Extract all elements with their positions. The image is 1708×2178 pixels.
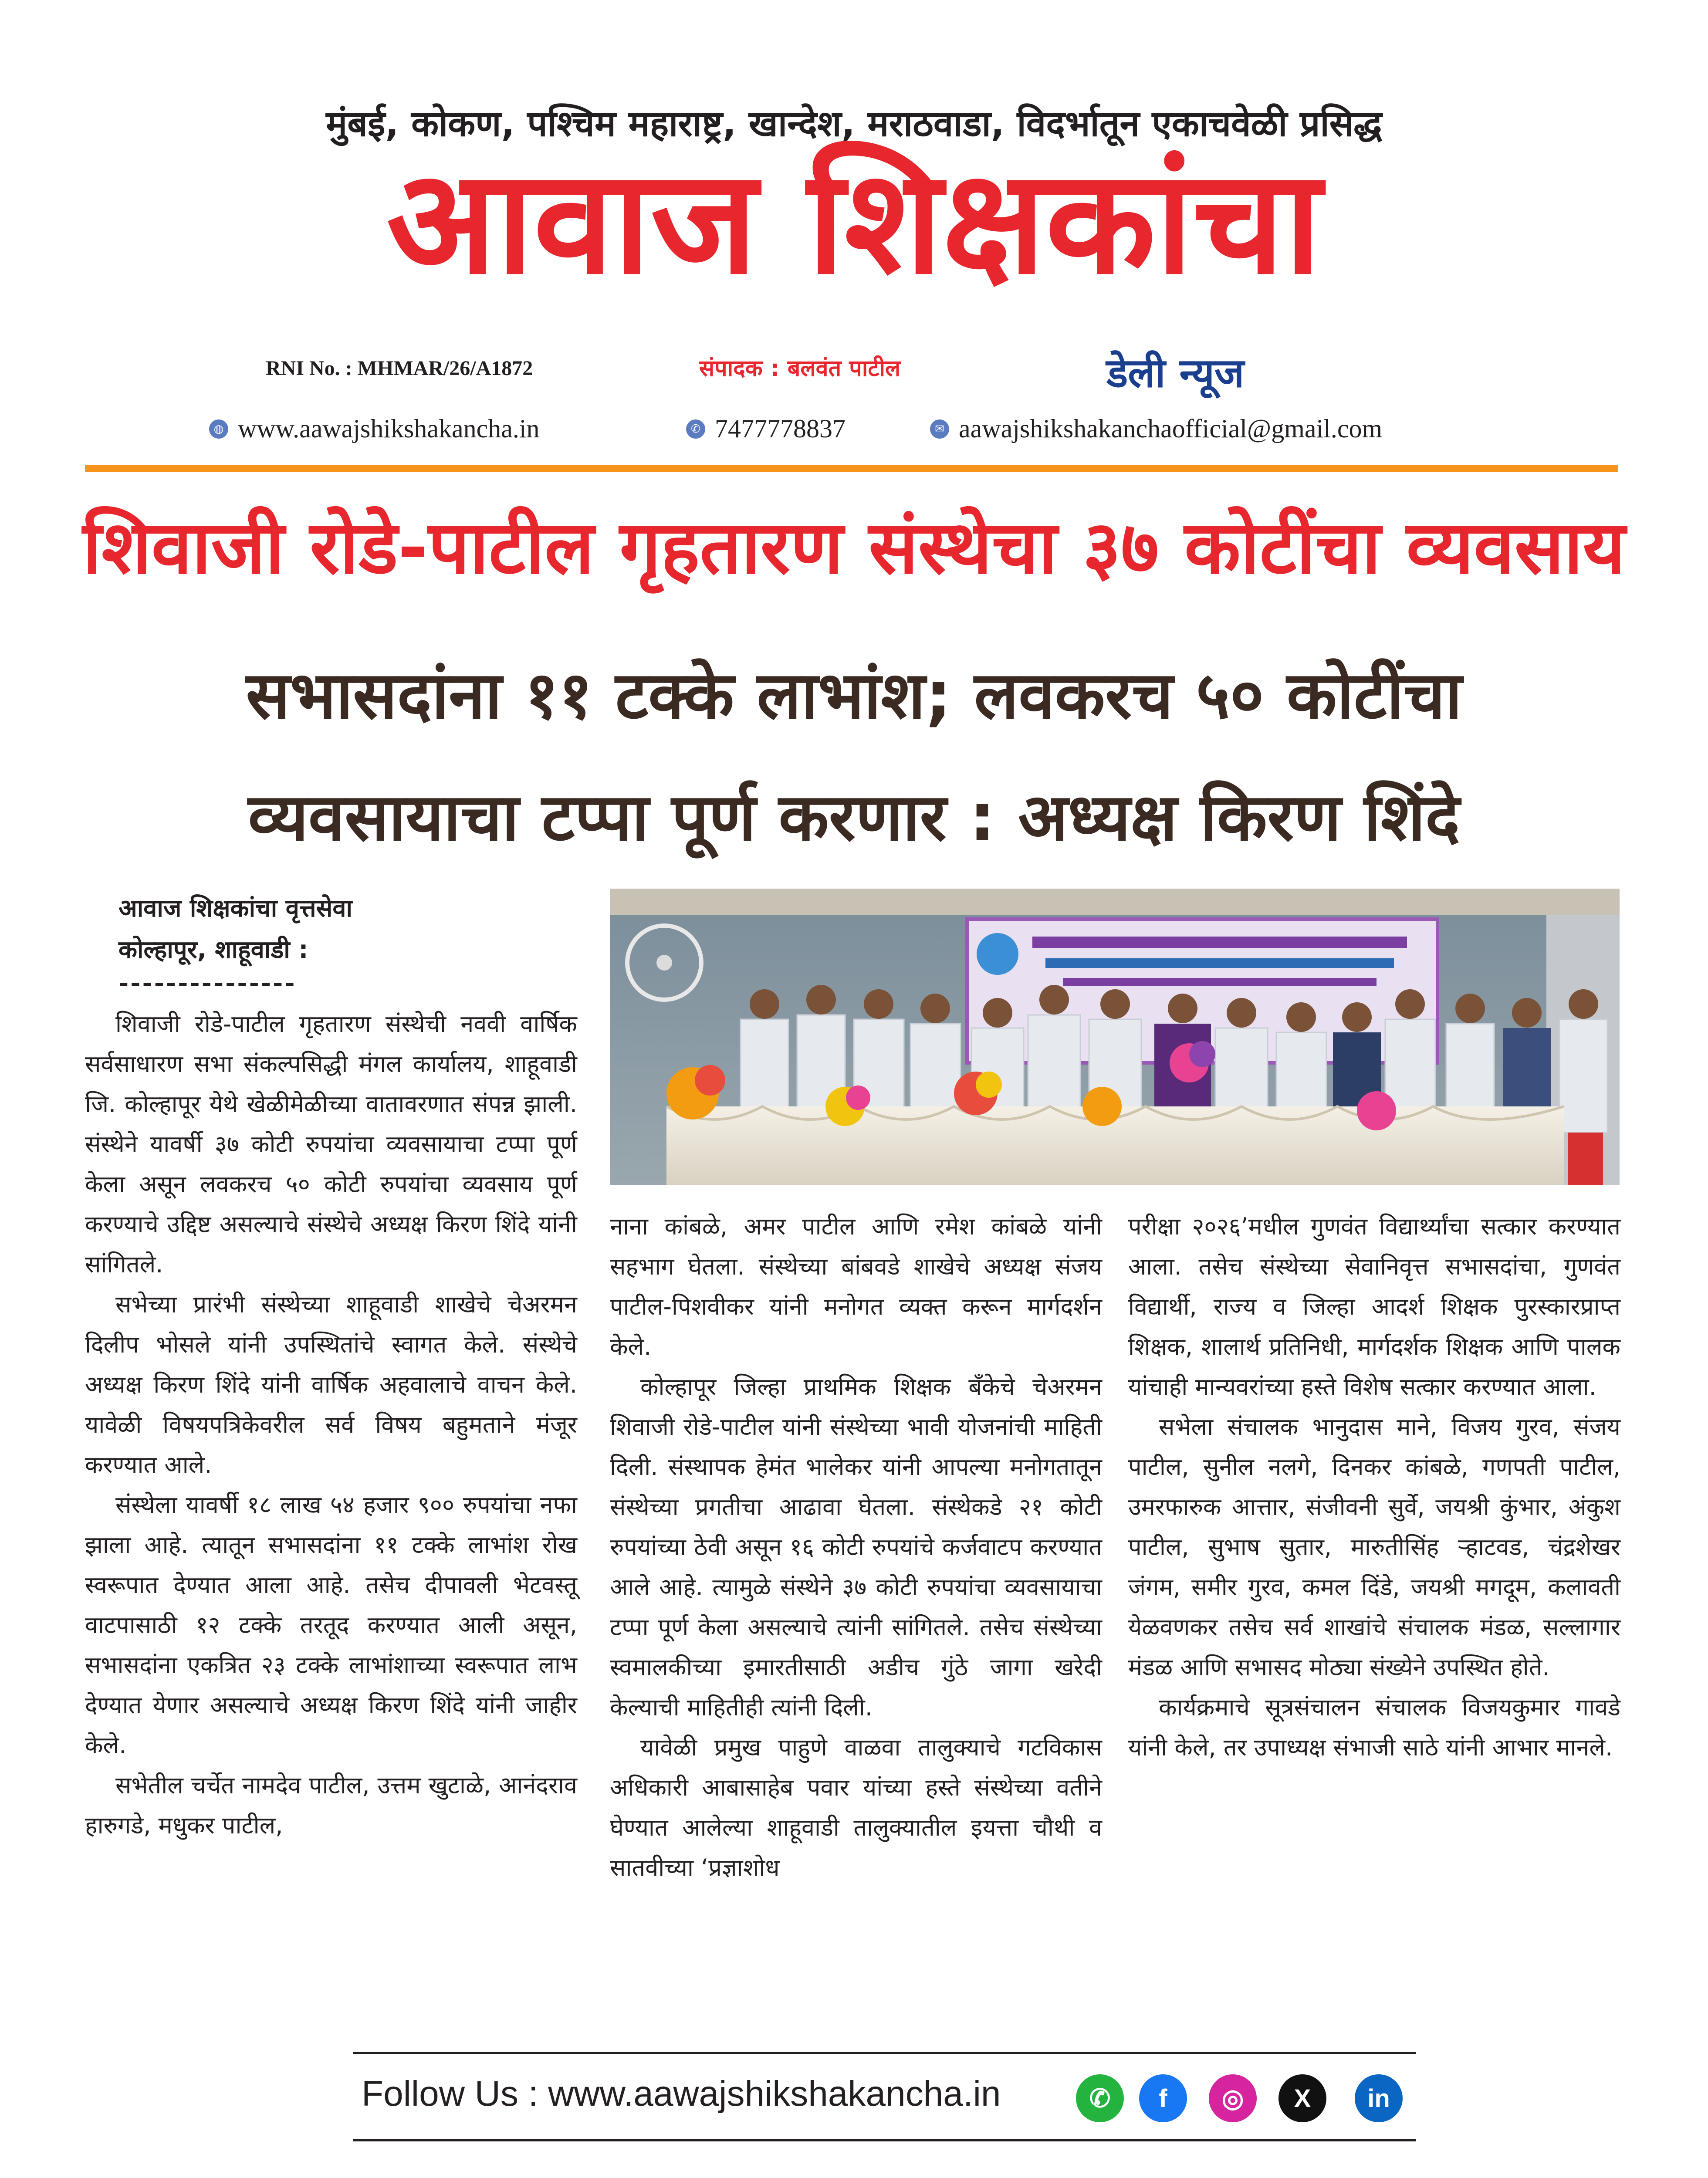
paragraph: कोल्हापूर जिल्हा प्राथमिक शिक्षक बँकेचे चेअरमन शिवाजी रोडे-पाटील यांनी संस्थेच्या भावी योजनांची माहिती दिली. संस्थापक हेमंत भालेकर यांनी आपल्या मनोगतातून संस्थेच्या प्रगतीचा आढावा घेतला. संस्थेकडे २१ कोटी रुपयांच्या ठेवी असून १६ कोटी रुपयांचे कर्जवाटप करण्यात आले आहे. त्यामुळे संस्थेने ३७ कोटी रुपयांचा व्यवसायाचा टप्पा पूर्ण केला असल्याचे त्यांनी सांगितले. तसेच संस्थेच्या स्वमालकीच्या इमारतीसाठी अडीच गुंठे जागा खरेदी केल्याची माहितीही त्यांनी दिली. [610, 1373, 1102, 1721]
linkedin-icon[interactable]: in [1355, 2074, 1403, 2122]
paragraph: सभेतील चर्चेत नामदेव पाटील, उत्तम खुटाळे, आनंदराव हारुगडे, मधुकर पाटील, [85, 1772, 577, 1839]
editor-name: संपादक : बलवंत पाटील [699, 355, 901, 382]
byline-place: कोल्हापूर, शाहूवाडी : [118, 936, 308, 964]
paragraph: सभेला संचालक भानुदास माने, विजय गुरव, संजय पाटील, सुनील नलगे, दिनकर कांबळे, गणपती पाटील, उमरफारुक आत्तार, संजीवनी सुर्वे, जयश्री कुंभार, अंकुश पाटील, सुभाष सुतार, मारुतीसिंह ऱ्हाटवड, चंद्रशेखर जंगम, समीर गुरव, कमल दिंडे, जयश्री मगदूम, कलावती येळवणकर तसेच सर्व शाखांचे संचालक मंडळ, सल्लागार मंडळ आणि सभासद मोठ्या संख्येने उपस्थित होते. [1128, 1413, 1620, 1681]
website-contact[interactable] [209, 414, 540, 444]
byline-service: आवाज शिक्षकांचा वृत्तसेवा [118, 894, 353, 923]
paragraph: सभेच्या प्रारंभी संस्थेच्या शाहूवाडी शाखेचे चेअरमन दिलीप भोसले यांनी उपस्थितांचे स्वागत केले. संस्थेचे अध्यक्ष किरण शिंदे यांनी वार्षिक अहवालाचे वाचन केले. यावेळी विषयपत्रिकेवरील सर्व विषय बहुमताने मंजूर करण्यात आले. [85, 1291, 577, 1478]
phone-icon: ✆ [686, 419, 705, 439]
main-headline: शिवाजी रोडे-पाटील गृहतारण संस्थेचा ३७ कोटींचा व्यवसाय [82, 505, 1626, 590]
rni-number: RNI No. : MHMAR/26/A1872 [266, 357, 533, 380]
masthead-tagline: मुंबई, कोकण, पश्चिम महाराष्ट्र, खान्देश, मराठवाडा, विदर्भातून एकाचवेळी प्रसिद्ध [326, 103, 1382, 145]
paragraph: शिवाजी रोडे-पाटील गृहतारण संस्थेची नववी वार्षिक सर्वसाधारण सभा संकल्पसिद्धी मंगल कार्यालय, शाहूवाडी जि. कोल्हापूर येथे खेळीमेळीच्या वातावरणात संपन्न झाली. संस्थेने यावर्षी ३७ कोटी रुपयांचा व्यवसायाचा टप्पा पूर्ण केला असून लवकरच ५० कोटी रुपयांचा व्यवसाय पूर्ण करण्याचे उद्दिष्ट असल्याचे संस्थेचे अध्यक्ष किरण शिंदे यांनी सांगितले. [85, 1010, 577, 1278]
footer-rule-top [353, 2052, 1416, 2054]
paragraph: कार्यक्रमाचे सूत्रसंचालन संचालक विजयकुमार गावडे यांनी केले, तर उपाध्यक्ष संभाजी साठे यांनी आभार मानले. [1128, 1694, 1620, 1761]
mail-icon: ✉ [930, 419, 949, 439]
instagram-icon[interactable]: ◎ [1209, 2074, 1257, 2122]
article-column-2 [610, 1207, 1102, 1888]
paragraph: परीक्षा २०२६’मधील गुणवंत विद्यार्थ्यांचा सत्कार करण्यात आला. तसेच संस्थेच्या सेवानिवृत्त सभासदांचा, गुणवंत विद्यार्थी, राज्य व जिल्हा आदर्श शिक्षक पुरस्कारप्राप्त शिक्षक, शालार्थ प्रतिनिधी, मार्गदर्शक शिक्षक आणि पालक यांचाही मान्यवरांच्या हस्ते विशेष सत्कार करण्यात आला. [1128, 1213, 1620, 1400]
paragraph: नाना कांबळे, अमर पाटील आणि रमेश कांबळे यांनी सहभाग घेतला. संस्थेच्या बांबवडे शाखेचे अध्यक्ष संजय पाटील-पिशवीकर यांनी मनोगत व्यक्त करून मार्गदर्शन केले. [610, 1213, 1102, 1360]
phone-number[interactable]: 7477778837 [715, 414, 846, 443]
sub-headline-line-1: सभासदांना ११ टक्के लाभांश; लवकरच ५० कोटींचा [246, 658, 1462, 734]
masthead-divider [85, 465, 1618, 472]
masthead-brand: आवाज शिक्षकांचा [386, 139, 1322, 306]
facebook-icon[interactable]: f [1139, 2074, 1187, 2122]
sub-headline-line-2: व्यवसायाचा टप्पा पूर्ण करणार : अध्यक्ष किरण शिंदे [248, 780, 1460, 856]
article-column-3 [1128, 1207, 1620, 1768]
whatsapp-icon[interactable]: ✆ [1076, 2074, 1124, 2122]
footer-rule-bottom [353, 2139, 1416, 2141]
globe-icon: ◍ [209, 419, 228, 439]
phone-contact[interactable] [686, 414, 846, 444]
x-icon[interactable]: X [1278, 2074, 1326, 2122]
daily-news-label: डेली न्यूज [1106, 350, 1245, 396]
website-link[interactable]: www.aawajshikshakancha.in [238, 414, 540, 443]
paragraph: यावेळी प्रमुख पाहुणे वाळवा तालुक्याचे गटविकास अधिकारी आबासाहेब पवार यांच्या हस्ते संस्थेच्या वतीने घेण्यात आलेल्या शाहूवाडी तालुक्यातील इयत्ता चौथी व सातवीच्या ‘प्रज्ञाशोध [610, 1734, 1102, 1881]
follow-us-link[interactable]: Follow Us : www.aawajshikshakancha.in [362, 2074, 1001, 2114]
article-column-1 [85, 1004, 577, 1846]
byline-divider: --------------- [118, 969, 297, 998]
paragraph: संस्थेला यावर्षी १८ लाख ५४ हजार ९०० रुपयांचा नफा झाला आहे. त्यातून सभासदांना ११ टक्के लाभांश रोख स्वरूपात देण्यात आला आहे. तसेच दीपावली भेटवस्तू वाटपासाठी १२ टक्के तरतूद करण्यात आली असून, सभासदांना एकत्रित २३ टक्के लाभांशाच्या स्वरूपात लाभ देण्यात येणार असल्याचे अध्यक्ष किरण शिंदे यांनी जाहीर केले. [85, 1491, 577, 1759]
email-contact[interactable] [930, 414, 1382, 444]
email-address[interactable]: aawajshikshakanchaofficial@gmail.com [959, 414, 1383, 443]
event-photo [610, 889, 1620, 1185]
